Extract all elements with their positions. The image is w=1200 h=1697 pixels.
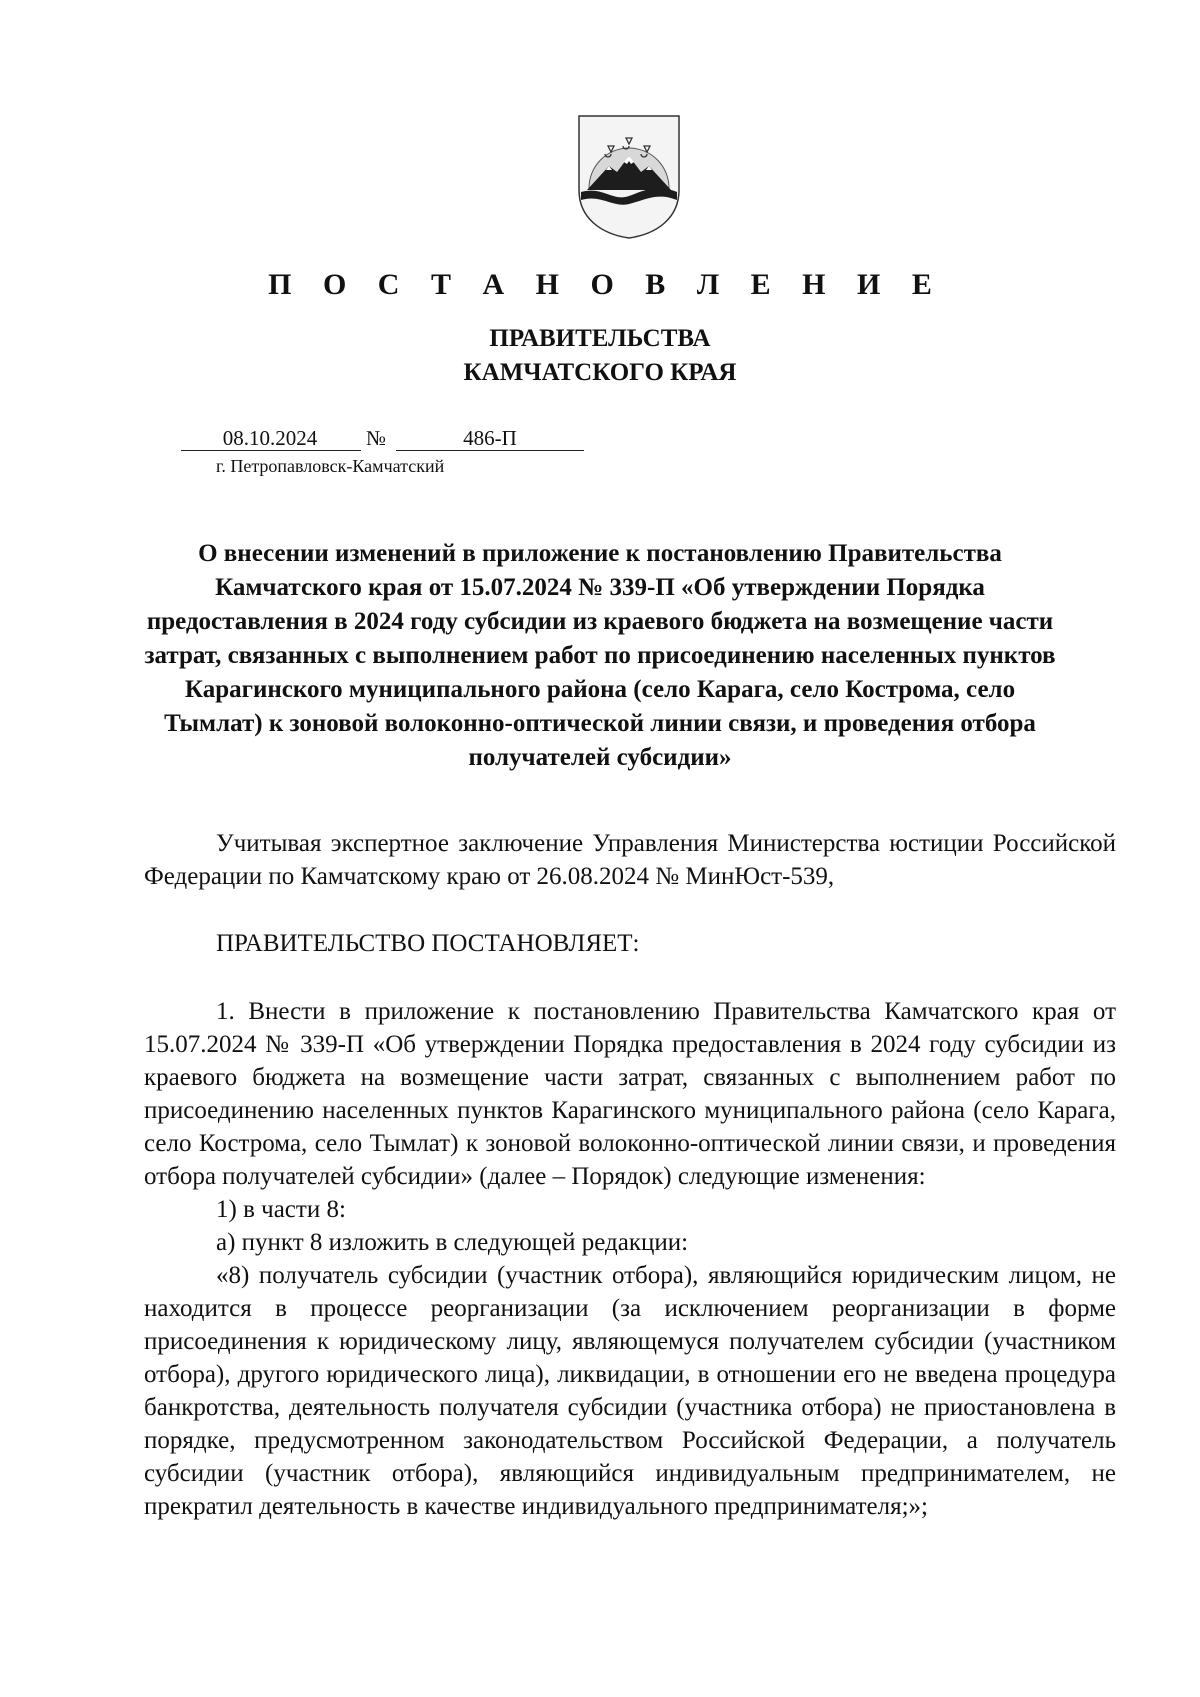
considering-paragraph [144, 827, 1116, 893]
quoted-clause-paragraph: «8) получатель субсидии (участник отбора), являющийся юридическим лицом, не находится в процессе реорганизации (за исключением реорганизации в форме присоединения к юридическому лицу, являющемуся получателем субсидии (участником отбора), другого юридического лица), ликвидации, в отношении его не введена процедура банкротства, деятельность получателя субсидии (участника отбора) не приостановлена в порядке, предусмотренном законодательством Российской Федерации, а получатель субсидии (участник отбора), являющийся индивидуальным предпринимателем, не прекратил деятельность в качестве индивидуального предпринимателя;»; [144, 1262, 1116, 1520]
document-type-title: П О С Т А Н О В Л Е Н И Е [268, 268, 944, 301]
number-underline [396, 450, 584, 451]
date-underline [181, 450, 361, 451]
document-number: 486-П [463, 426, 517, 450]
subitem-a-paragraph: а) пункт 8 изложить в следующей редакции: [216, 1229, 689, 1256]
number-sign: № [366, 426, 387, 450]
government-name-line-1: ПРАВИТЕЛЬСТВА [489, 325, 711, 352]
document-subject: О внесении изменений в приложение к постановлению Правительства Камчатского края от 15.07.2024 № 339-П «Об утверждении Порядка предоставления в 2024 году субсидии из краевого бюджета на возмещение части затрат, связанных с выполнением работ по присоединению населенных пунктов Карагинского муниципального района (село Карага, село Кострома, село Тымлат) к зоновой волоконно-оптической линии связи, и проведения отбора получателей субсидии» [144, 540, 1056, 771]
subitem-1-paragraph: 1) в части 8: [216, 1196, 346, 1223]
main-body [144, 995, 1116, 1523]
considering-text: Учитывая экспертное заключение Управления Министерства юстиции Российской Федерации по Камчатскому краю от 26.08.2024 № МинЮст-539, [144, 830, 1116, 890]
kamchatka-coat-of-arms-icon [575, 112, 683, 240]
document-date: 08.10.2024 [222, 426, 318, 450]
government-name [0, 322, 1200, 390]
government-name-line-2: КАМЧАТСКОГО КРАЯ [463, 359, 737, 386]
resolves-text: ПРАВИТЕЛЬСТВО ПОСТАНОВЛЯЕТ: [216, 930, 640, 957]
resolves-paragraph [144, 927, 1116, 960]
document-city: г. Петропавловск-Камчатский [216, 456, 445, 476]
item-1-paragraph: 1. Внести в приложение к постановлению Правительства Камчатского края от 15.07.2024 № 339-П «Об утверждении Порядка предоставления в 2024 году субсидии из краевого бюджета на возмещение части затрат, связанных с выполнением работ по присоединению населенных пунктов Карагинского муниципального района (село Карага, село Кострома, село Тымлат) к зоновой волоконно-оптической линии связи, и проведения отбора получателей субсидии» (далее – Порядок) следующие изменения: [144, 998, 1116, 1190]
